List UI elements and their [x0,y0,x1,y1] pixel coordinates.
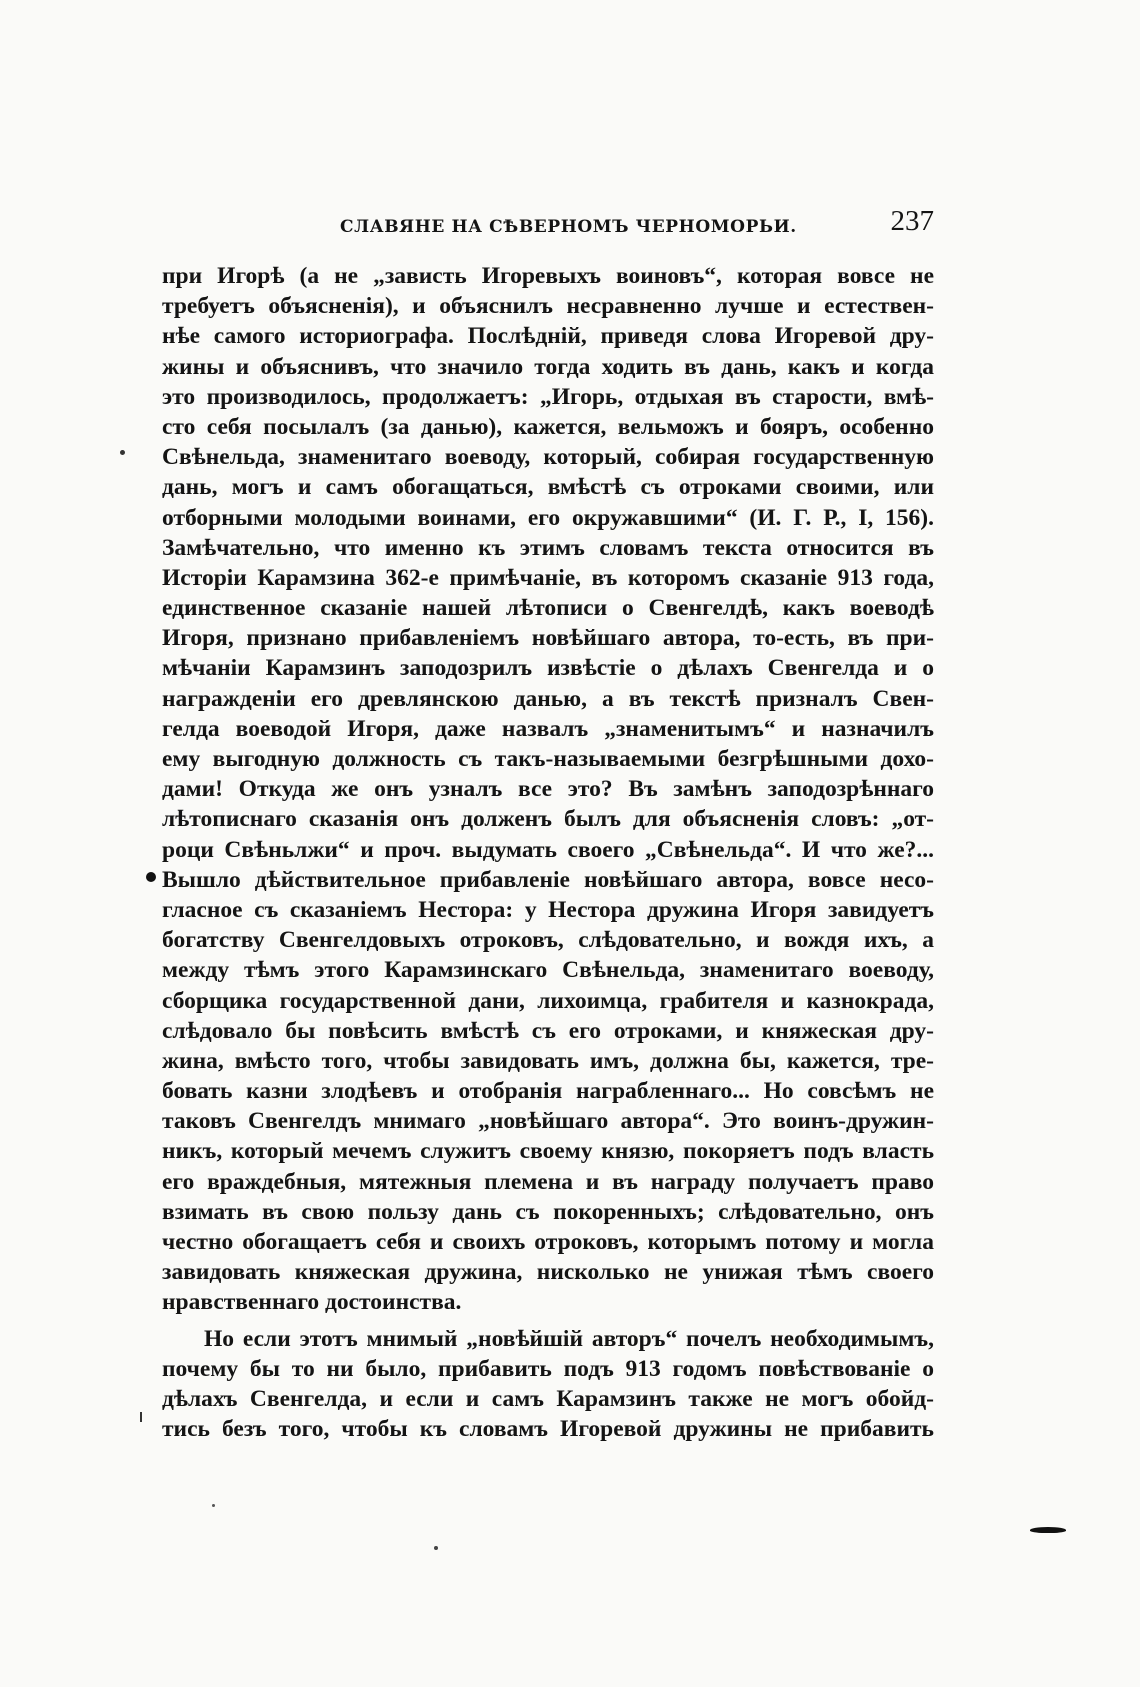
text-line: при Игорѣ (а не „зависть Игоревыхъ воиновъ“, которая вовсе не [162,263,934,289]
text-line: Исторіи Карамзина 362-е примѣчаніе, въ которомъ сказаніе 913 года, [162,564,934,591]
text-line: единственное сказаніе нашей лѣтописи о Свенгелдѣ, какъ воеводѣ [162,595,934,622]
text-line: честно обогащаетъ себя и своихъ отроковъ, которымъ потому и могла [162,1229,934,1255]
text-line: лѣтописнаго сказанія онъ долженъ былъ для объясненія словъ: „от- [162,806,934,833]
text-line: дѣлахъ Свенгелда, и если и самъ Карамзинъ также не могъ обойд- [162,1385,934,1412]
text-line: нѣе самого историографа. Послѣдній, приведя слова Игоревой дру- [162,323,934,350]
page-header [162,205,942,245]
text-line: богатству Свенгелдовыхъ отроковъ, слѣдовательно, и вождя ихъ, а [162,927,934,954]
margin-bullet [146,872,156,882]
text-line: Свѣнельда, знаменитаго воеводу, который, собирая государственную [162,444,934,471]
text-line: его враждебныя, мятежныя племена и въ награду получаетъ право [162,1168,934,1195]
text-line: жины и объяснивъ, что значило тогда ходить въ дань, какъ и когда [162,353,934,380]
body-text [162,261,934,1444]
text-line: тись безъ того, чтобы къ словамъ Игоревой дружины не прибавить [162,1416,934,1443]
text-line: нравственнаго достоинства. [162,1289,462,1316]
text-line: Вышло дѣйствительное прибавленіе новѣйшаго автора, вовсе несо- [162,866,934,893]
scan-speck [434,1546,438,1550]
text-line: между тѣмъ этого Карамзинскаго Свѣнельда, знаменитаго воеводу, [162,957,934,984]
margin-tick [140,1412,142,1422]
text-line: дами! Откуда же онъ узналъ все это? Въ замѣнъ заподозрѣннаго [162,776,934,803]
text-line: гласное съ сказаніемъ Нестора: у Нестора дружина Игоря завидуетъ [162,896,934,923]
text-line: бовать казни злодѣевъ и отобранія награбленнаго... Но совсѣмъ не [162,1078,934,1105]
margin-dot [120,450,125,455]
page-number: 237 [890,205,934,237]
text-line: сто себя посылалъ (за данью), кажется, вельможъ и бояръ, особенно [162,413,934,440]
text-line: слѣдовало бы повѣсить вмѣстѣ съ его отроками, и княжеская дру- [162,1017,934,1044]
text-line: Но если этотъ мнимый „новѣйшій авторъ“ почелъ необходимымъ, [204,1325,934,1352]
text-line: жина, вмѣсто того, чтобы завидовать имъ, должна бы, кажется, тре- [162,1047,934,1074]
text-line: никъ, который мечемъ служитъ своему князю, покоряетъ подъ власть [162,1138,934,1165]
text-line: отборными молодыми воинами, его окружавшими“ (И. Г. Р., I, 156). [162,504,934,531]
text-line: мѣчаніи Карамзинъ заподозрилъ извѣстіе о дѣлахъ Свенгелда и о [162,655,934,682]
text-line: сборщика государственной дани, лихоимца, грабителя и казнокрада, [162,987,934,1014]
text-line: гелда воеводой Игоря, даже назвалъ „знаменитымъ“ и назначилъ [162,715,934,742]
text-line: почему бы то ни было, прибавить подъ 913 годомъ повѣствованіе о [162,1355,934,1382]
text-line: Игоря, признано прибавленіемъ новѣйшаго автора, то-есть, въ при- [162,625,934,652]
text-line: Замѣчательно, что именно къ этимъ словамъ текста относится въ [162,534,934,561]
text-line: взимать въ свою пользу дань съ покоренныхъ; слѣдовательно, онъ [162,1198,934,1225]
text-line: это производилось, продолжаетъ: „Игорь, отдыхая въ старости, вмѣ- [162,383,934,410]
text-line: ему выгодную должность съ такъ-называемыми безгрѣшными дохо- [162,746,934,772]
text-line: награжденіи его древлянскою данью, а въ текстѣ призналъ Свен- [162,685,934,712]
text-line: таковъ Свенгелдъ мнимаго „новѣйшаго автора“. Это воинъ-дружин- [162,1108,934,1135]
text-line: требуетъ объясненія), и объяснилъ несравненно лучше и естествен- [162,293,934,320]
scan-smudge [1030,1527,1066,1533]
scan-speck [212,1504,215,1507]
text-line: роци Свѣньлжи“ и проч. выдумать своего „Свѣнельда“. И что же?... [162,836,934,863]
text-line: завидовать княжеская дружина, нисколько не унижая тѣмъ своего [162,1259,934,1286]
text-line: дань, могъ и самъ обогащаться, вмѣстѣ съ отроками своими, или [162,474,934,501]
running-title: СЛАВЯНЕ НА СѢВЕРНОМЪ ЧЕРНОМОРЬИ. [340,217,797,237]
